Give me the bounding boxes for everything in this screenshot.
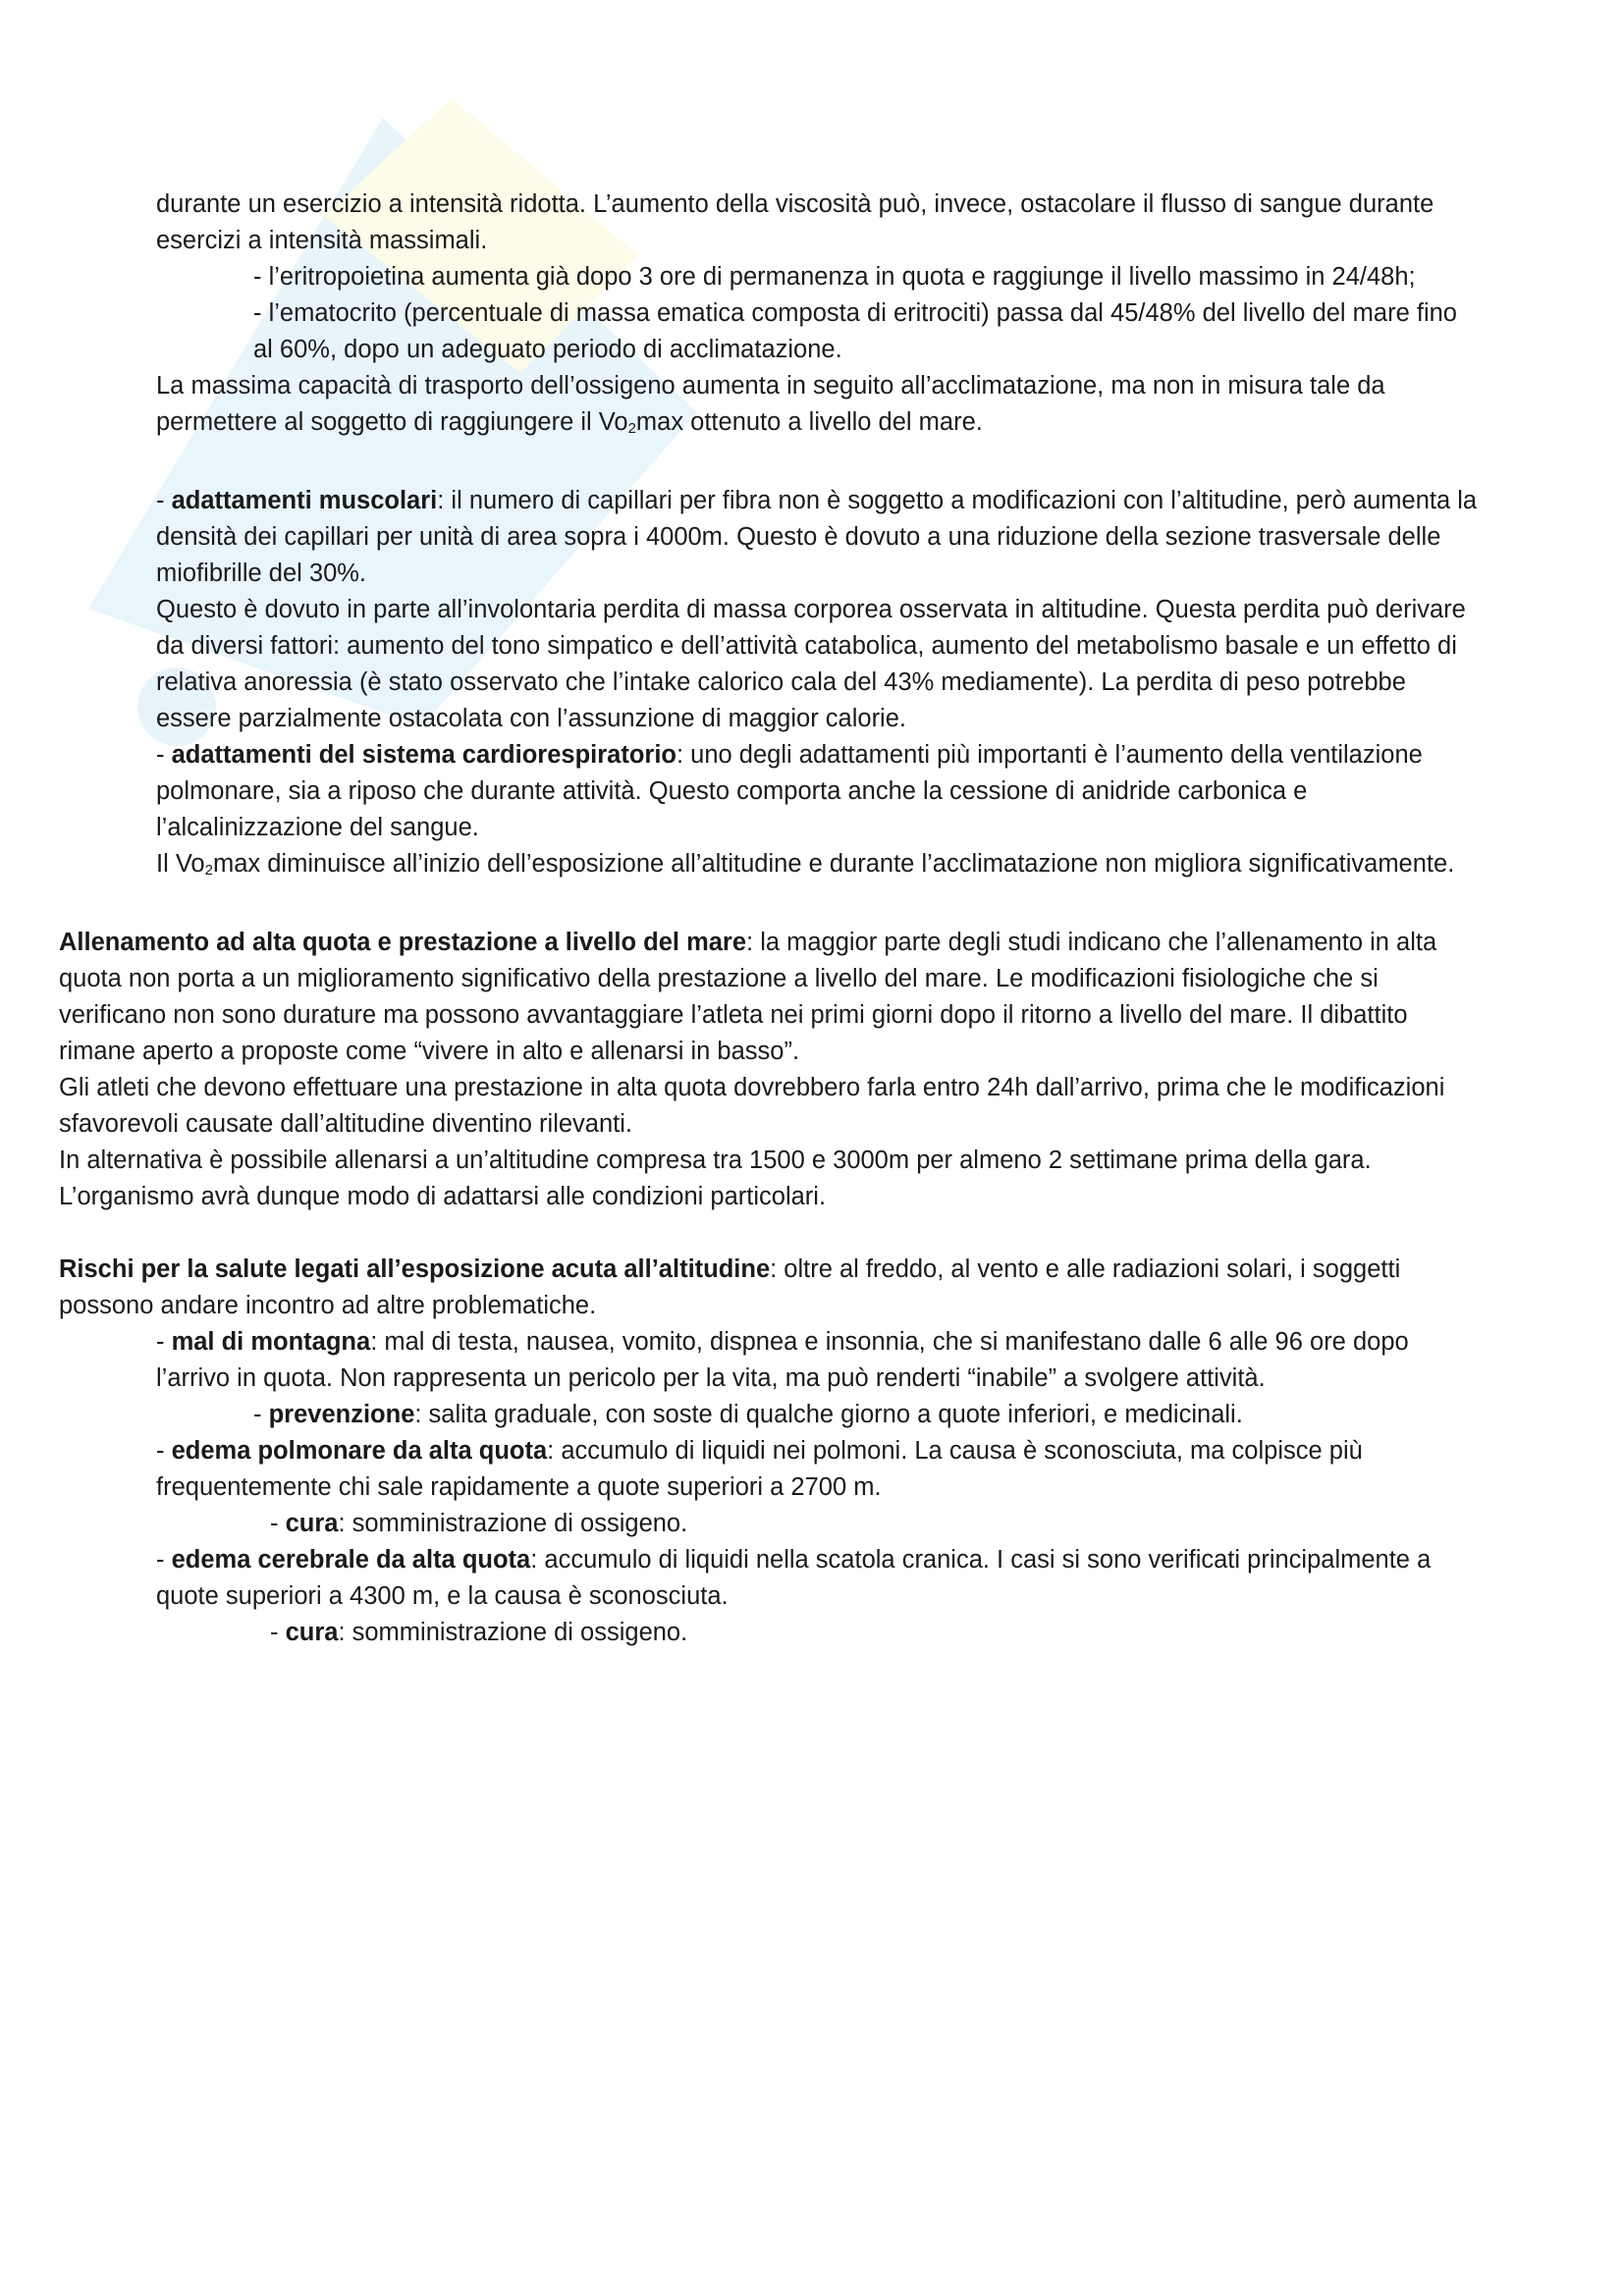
paragraph-text: In alternativa è possibile allenarsi a un’altitudine compresa tra 1500 e 3000m per almeno 2 settimane prima della gara. L’organismo avrà dunque modo di adattarsi alle condizioni particolari. — [59, 1147, 1372, 1210]
paragraph-alternative-training — [59, 1143, 1482, 1215]
bullet-dash: - — [270, 1619, 286, 1646]
list-item-mountain-sickness — [156, 1324, 1482, 1397]
subscript: 2 — [627, 420, 636, 437]
paragraph-body-mass-loss — [156, 592, 1482, 737]
paragraph-gap — [156, 447, 1482, 483]
bold-term: cura — [285, 1619, 339, 1646]
bold-term: edema cerebrale da alta quota — [171, 1546, 531, 1574]
paragraph-text: : la maggior parte degli studi indicano che l’allenamento in alta quota non porta a un miglioramento significativo della prestazione a livello del mare. Le modificazioni fisiologiche che si verificano non sono durature ma possono avvantaggiare l’atleta nei primi giorni dopo il ritorno a livello del mare. Il dibattito rimane aperto a proposte come “vivere in alto e allenarsi in basso”. — [59, 929, 1437, 1065]
list-item-cure-cerebral — [156, 1615, 1482, 1651]
bullet-dash: - — [156, 1328, 172, 1356]
bold-term: edema polmonare da alta quota — [171, 1437, 548, 1465]
bold-term: mal di montagna — [171, 1328, 371, 1356]
subscript: 2 — [204, 862, 213, 879]
bold-heading: Rischi per la salute legati all’esposizione acuta all’altitudine — [59, 1255, 771, 1283]
list-item-prevention — [156, 1397, 1482, 1433]
paragraph-vo2max — [156, 846, 1482, 888]
paragraph-text: : uno degli adattamenti più importanti è l’aumento della ventilazione polmonare, sia a riposo che durante attività. Questo comporta anche la cessione di anidride carbonica e l’alcalinizzazione del sangue. — [156, 741, 1423, 841]
list-item-erythropoietin — [156, 259, 1482, 295]
list-item-cerebral-edema — [156, 1542, 1482, 1615]
list-item-cure-pulmonary — [156, 1506, 1482, 1542]
list-item-hematocrit — [156, 295, 1482, 368]
paragraph-gap — [156, 888, 1482, 925]
paragraph-text: : salita graduale, con soste di qualche giorno a quote inferiori, e medicinali. — [414, 1401, 1243, 1428]
paragraph-oxygen-transport — [156, 368, 1482, 447]
paragraph-altitude-training — [59, 925, 1482, 1070]
paragraph-viscosity — [156, 187, 1482, 259]
bold-term: prevenzione — [268, 1401, 415, 1428]
paragraph-cardiorespiratory — [156, 737, 1482, 846]
paragraph-health-risks — [59, 1252, 1482, 1324]
bold-term: cura — [285, 1510, 339, 1537]
bullet-dash: - — [156, 1546, 172, 1574]
bullet-dash: - — [156, 1437, 172, 1465]
bullet-dash: - — [270, 1510, 286, 1537]
paragraph-text: : accumulo di liquidi nei polmoni. La causa è sconosciuta, ma colpisce più frequentemente chi sale rapidamente a quote superiori a 2700 m. — [156, 1437, 1363, 1501]
paragraph-text: : mal di testa, nausea, vomito, dispnea e insonnia, che si manifestano dalle 6 alle 96 ore dopo l’arrivo in quota. Non rappresenta un pericolo per la vita, ma può renderti “inabile” a svolgere attività. — [156, 1328, 1409, 1392]
paragraph-text: : il numero di capillari per fibra non è soggetto a modificazioni con l’altitudine, però aumenta la densità dei capillari per unità di area sopra i 4000m. Questo è dovuto a una riduzione della sezione trasversale delle miofibrille del 30%. — [156, 487, 1478, 587]
paragraph-text: : accumulo di liquidi nella scatola cranica. I casi si sono verificati principalmente a quote superiori a 4300 m, e la causa è sconosciuta. — [156, 1546, 1432, 1610]
paragraph-athletes-24h — [59, 1070, 1482, 1143]
paragraph-text: : oltre al freddo, al vento e alle radiazioni solari, i soggetti possono andare incontro ad altre problematiche. — [59, 1255, 1401, 1319]
list-item-text: - l’ematocrito (percentuale di massa ematica composta di eritrociti) passa dal 45/48% del livello del mare fino al 60%, dopo un adeguato periodo di acclimatazione. — [253, 299, 1457, 363]
document-body — [59, 187, 1482, 1651]
list-item-pulmonary-edema — [156, 1433, 1482, 1506]
paragraph-text: La massima capacità di trasporto dell’ossigeno aumenta in seguito all’acclimatazione, ma non in misura tale da permettere al soggetto di raggiungere il Vo — [156, 372, 1385, 436]
paragraph-text: : somministrazione di ossigeno. — [338, 1619, 688, 1646]
bullet-dash: - — [156, 741, 172, 769]
paragraph-gap — [59, 1215, 1482, 1252]
bullet-dash: - — [253, 1401, 269, 1428]
paragraph-text: Il Vo — [156, 850, 205, 878]
paragraph-text: Gli atleti che devono effettuare una prestazione in alta quota dovrebbero farla entro 24h dall’arrivo, prima che le modificazioni sfavorevoli causate dall’altitudine diventino rilevanti. — [59, 1074, 1445, 1138]
bold-term: adattamenti del sistema cardiorespiratorio — [171, 741, 676, 769]
paragraph-text: durante un esercizio a intensità ridotta. L’aumento della viscosità può, invece, ostacolare il flusso di sangue durante esercizi a intensità massimali. — [156, 190, 1434, 254]
paragraph-text: Questo è dovuto in parte all’involontaria perdita di massa corporea osservata in altitudine. Questa perdita può derivare da diversi fattori: aumento del tono simpatico e dell’attività catabolica, aumento del metabolismo basale e un effetto di relativa anoressia (è stato osservato che l’intake calorico cala del 43% mediamente). La perdita di peso potrebbe essere parzialmente ostacolata con l’assunzione di maggior calorie. — [156, 596, 1466, 732]
list-item-text: - l’eritropoietina aumenta già dopo 3 ore di permanenza in quota e raggiunge il livello massimo in 24/48h; — [253, 263, 1416, 291]
paragraph-text: max ottenuto a livello del mare. — [635, 408, 983, 436]
bold-term: adattamenti muscolari — [171, 487, 438, 514]
paragraph-muscle-adaptations — [156, 483, 1482, 592]
paragraph-text: : somministrazione di ossigeno. — [338, 1510, 688, 1537]
bullet-dash: - — [156, 487, 172, 514]
bold-heading: Allenamento ad alta quota e prestazione a livello del mare — [59, 929, 747, 956]
paragraph-text: max diminuisce all’inizio dell’esposizione all’altitudine e durante l’acclimatazione non migliora significativamente. — [212, 850, 1455, 878]
